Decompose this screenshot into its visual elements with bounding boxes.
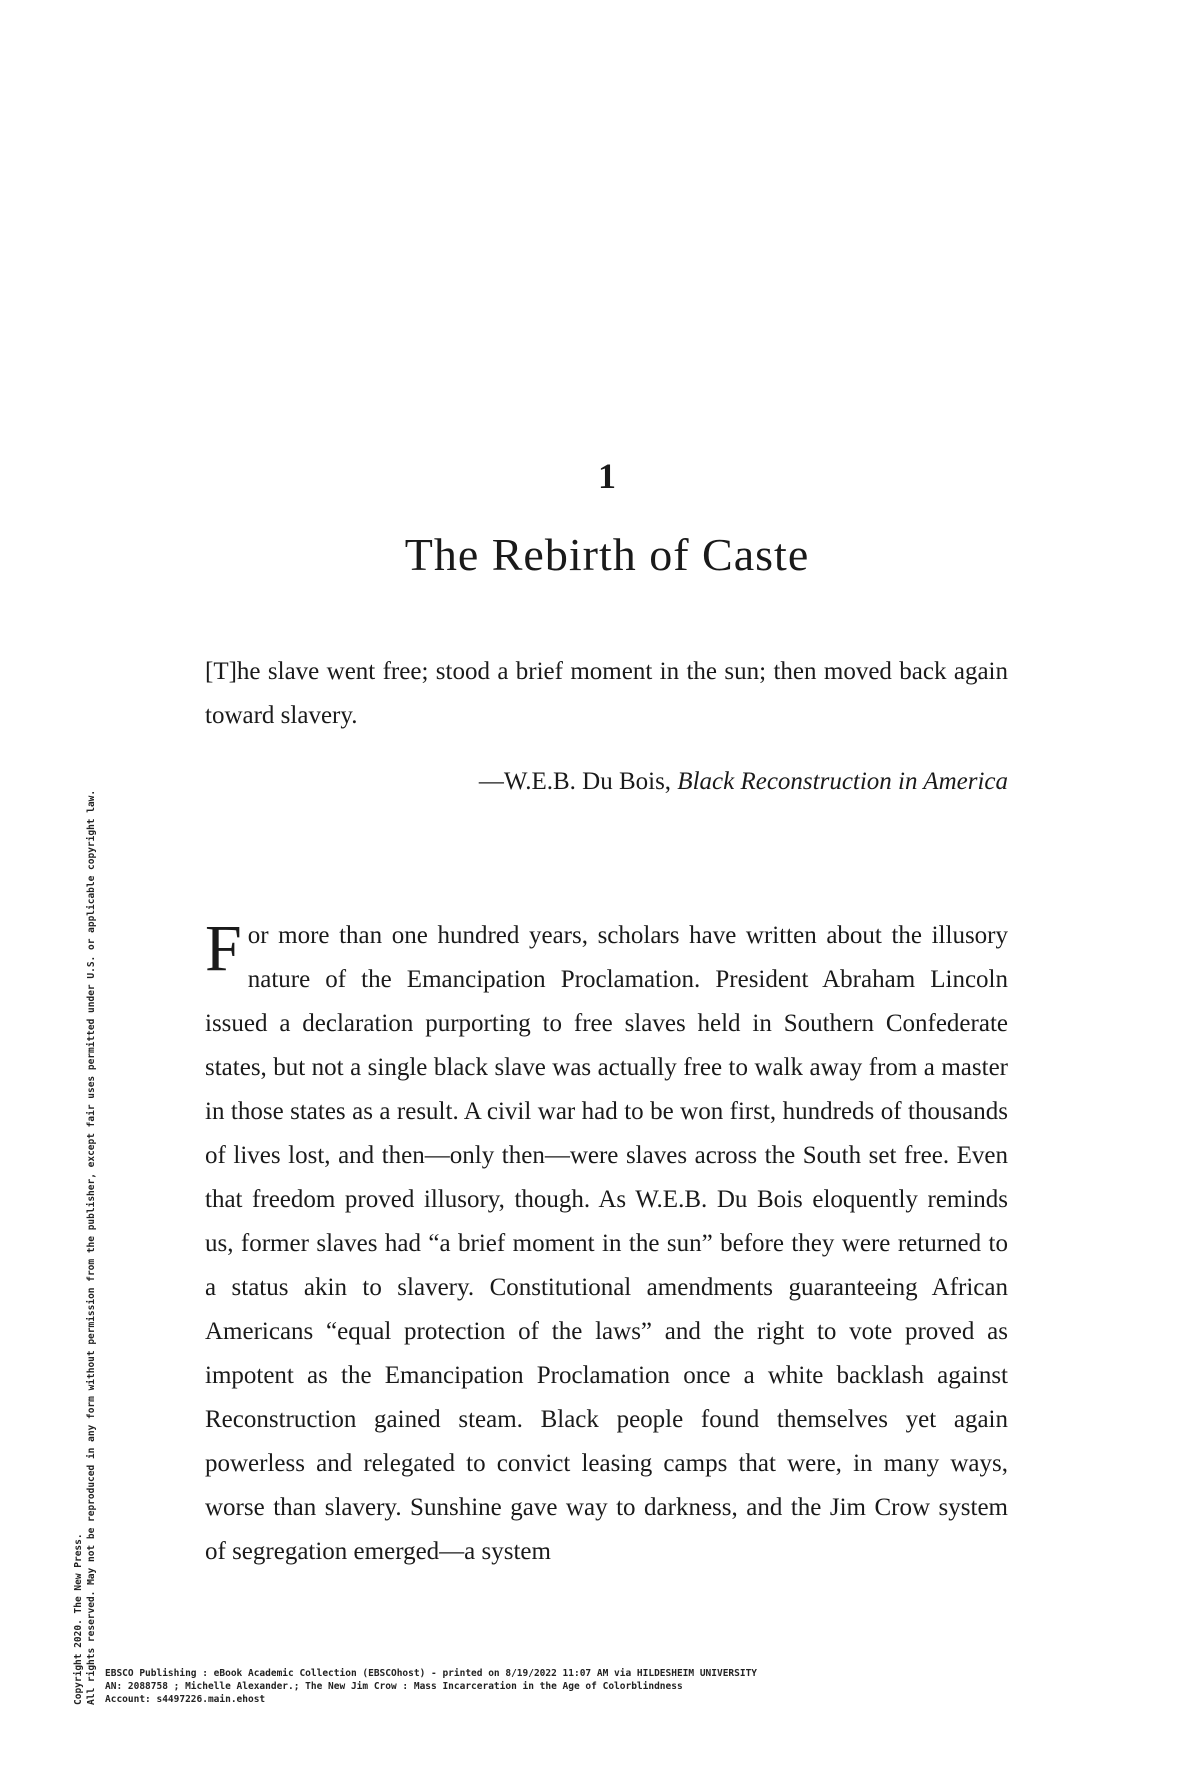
body-paragraph bbox=[205, 914, 1008, 1574]
copyright-line-1: Copyright 2020. The New Press. bbox=[73, 1533, 84, 1705]
epigraph-author: —W.E.B. Du Bois, bbox=[478, 768, 678, 795]
copyright-line-2: All rights reserved. May not be reproduced in any form without permission from the publisher, except fair uses permitted under U.S. or applicable copyright law. bbox=[86, 789, 97, 1705]
print-footer bbox=[105, 1667, 757, 1706]
epigraph-attribution bbox=[205, 760, 1008, 804]
footer-line-3: Account: s4497226.main.ehost bbox=[105, 1694, 266, 1705]
body-text: or more than one hundred years, scholars have written about the illusory nature of the Emancipation Proclamation. President Abraham Lincoln issued a declaration purporting to free slaves held in Southern Confederate states, but not a single black slave was actually free to walk away from a master in those states as a result. A civil war had to be won first, hundreds of thousands of lives lost, and then—only then—were slaves across the South set free. Even that freedom proved illusory, though. As W.E.B. Du Bois eloquently reminds us, former slaves had “a brief moment in the sun” before they were returned to a status akin to slavery. Constitutional amendments guaranteeing African Americans “equal protection of the laws” and the right to vote proved as impotent as the Emancipation Proclamation once a white backlash against Reconstruction gained steam. Black people found themselves yet again powerless and relegated to convict leasing camps that were, in many ways, worse than slavery. Sunshine gave way to darkness, and the Jim Crow system of segregation emerged—a system bbox=[205, 922, 1008, 1565]
footer-line-2: AN: 2088758 ; Michelle Alexander.; The New Jim Crow : Mass Incarceration in the Age of Colorblindness bbox=[105, 1681, 683, 1692]
footer-line-1: EBSCO Publishing : eBook Academic Collection (EBSCOhost) - printed on 8/19/2022 11:07 AM via HILDESHEIM UNIVERSITY bbox=[105, 1668, 758, 1679]
epigraph-quote: [T]he slave went free; stood a brief moment in the sun; then moved back again toward slavery. bbox=[205, 658, 1008, 729]
chapter-number: 1 bbox=[598, 456, 616, 496]
drop-cap: F bbox=[205, 912, 242, 985]
epigraph-work-title: Black Reconstruction in America bbox=[677, 768, 1008, 795]
copyright-notice bbox=[72, 505, 98, 1705]
chapter-title: The Rebirth of Caste bbox=[404, 529, 810, 580]
